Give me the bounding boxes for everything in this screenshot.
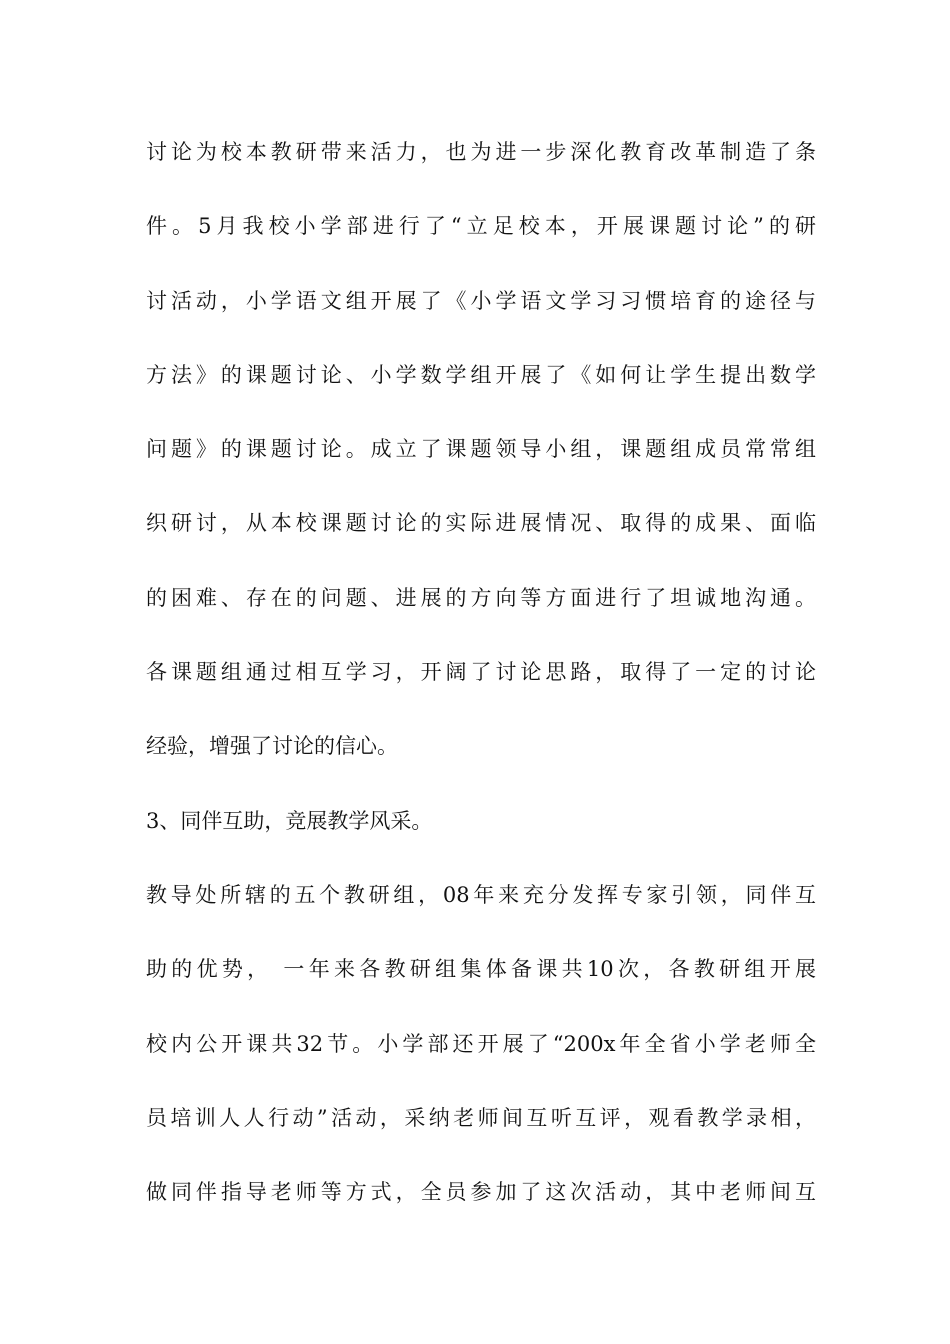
text-line-8: 各课题组通过相互学习，开阔了讨论思路，取得了一定的讨论 <box>146 660 816 684</box>
text-line-13: 校内公开课共32节。小学部还开展了“200x年全省小学老师全 <box>146 1032 816 1056</box>
text-line-2: 件。5月我校小学部进行了“立足校本，开展课题讨论”的研 <box>146 214 816 238</box>
text-line-14: 员培训人人行动”活动，采纳老师间互听互评，观看教学录相， <box>146 1106 816 1130</box>
text-line-6: 织研讨，从本校课题讨论的实际进展情况、取得的成果、面临 <box>146 511 816 535</box>
text-line-5: 问题》的课题讨论。成立了课题领导小组，课题组成员常常组 <box>146 437 816 461</box>
text-line-1: 讨论为校本教研带来活力，也为进一步深化教育改革制造了条 <box>146 140 816 164</box>
text-line-15: 做同伴指导老师等方式，全员参加了这次活动，其中老师间互 <box>146 1180 816 1204</box>
text-line-11: 教导处所辖的五个教研组，08年来充分发挥专家引领，同伴互 <box>146 883 816 907</box>
text-line-3: 讨活动，小学语文组开展了《小学语文学习习惯培育的途径与 <box>146 289 816 313</box>
text-line-7: 的困难、存在的问题、进展的方向等方面进行了坦诚地沟通。 <box>146 586 816 610</box>
text-line-4: 方法》的课题讨论、小学数学组开展了《如何让学生提出数学 <box>146 363 816 387</box>
section-heading: 3、同伴互助，竞展教学风采。 <box>146 809 433 833</box>
text-line-12: 助的优势， 一年来各教研组集体备课共10次，各教研组开展 <box>146 957 816 981</box>
text-line-9: 经验，增强了讨论的信心。 <box>146 734 398 758</box>
